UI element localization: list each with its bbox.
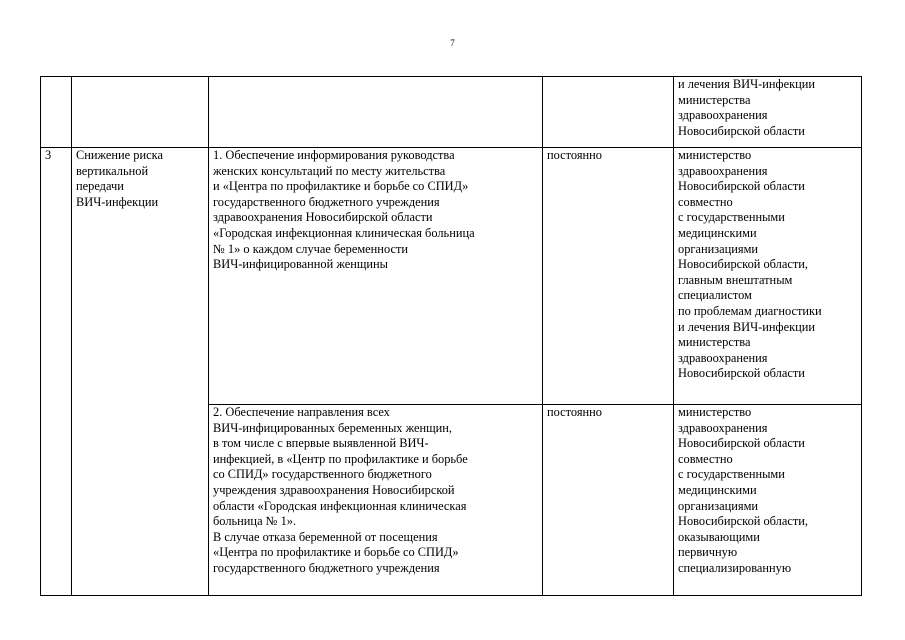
cell-action: 2. Обеспечение направления всех ВИЧ-инфицированных беременных женщин, в том числе с впервые выявленной ВИЧ- инфекцией, в «Центр по профилактике и борьбе со СПИД» государственного бюджетного учреждения здравоохранения Новосибирской области «Городская инфекционная клиническая больница № 1». В случае отказа беременной от посещения «Центра по профилактике и борьбе со СПИД» государственного бюджетного учреждения xyxy=(209,405,543,596)
cell-action: 1. Обеспечение информирования руководства женских консультаций по месту жительства и «Центра по профилактике и борьбе со СПИД» государственного бюджетного учреждения здравоохранения Новосибирской области «Городская инфекционная клиническая больница № 1» о каждом случае беременности ВИЧ-инфицированной женщины xyxy=(209,148,543,405)
cell-term: постоянно xyxy=(543,148,674,405)
table-row-continuation xyxy=(41,77,862,148)
cell-responsible: министерство здравоохранения Новосибирской области совместно с государственными медицинскими организациями Новосибирской области, оказывающими первичную специализированную xyxy=(674,405,862,596)
cell-number: 3 xyxy=(41,148,72,596)
table-row-item-3-action-1 xyxy=(41,148,862,405)
cell-task: Снижение риска вертикальной передачи ВИЧ-инфекции xyxy=(72,148,209,596)
page-number: 7 xyxy=(450,38,455,48)
action-plan-table xyxy=(40,76,862,596)
cell-number xyxy=(41,77,72,148)
cell-term: постоянно xyxy=(543,405,674,596)
cell-term xyxy=(543,77,674,148)
cell-action xyxy=(209,77,543,148)
cell-responsible: министерство здравоохранения Новосибирской области совместно с государственными медицинскими организациями Новосибирской области, главным внештатным специалистом по проблемам диагностики и лечения ВИЧ-инфекции министерства здравоохранения Новосибирской области xyxy=(674,148,862,405)
cell-responsible: и лечения ВИЧ-инфекции министерства здравоохранения Новосибирской области xyxy=(674,77,862,148)
cell-task xyxy=(72,77,209,148)
